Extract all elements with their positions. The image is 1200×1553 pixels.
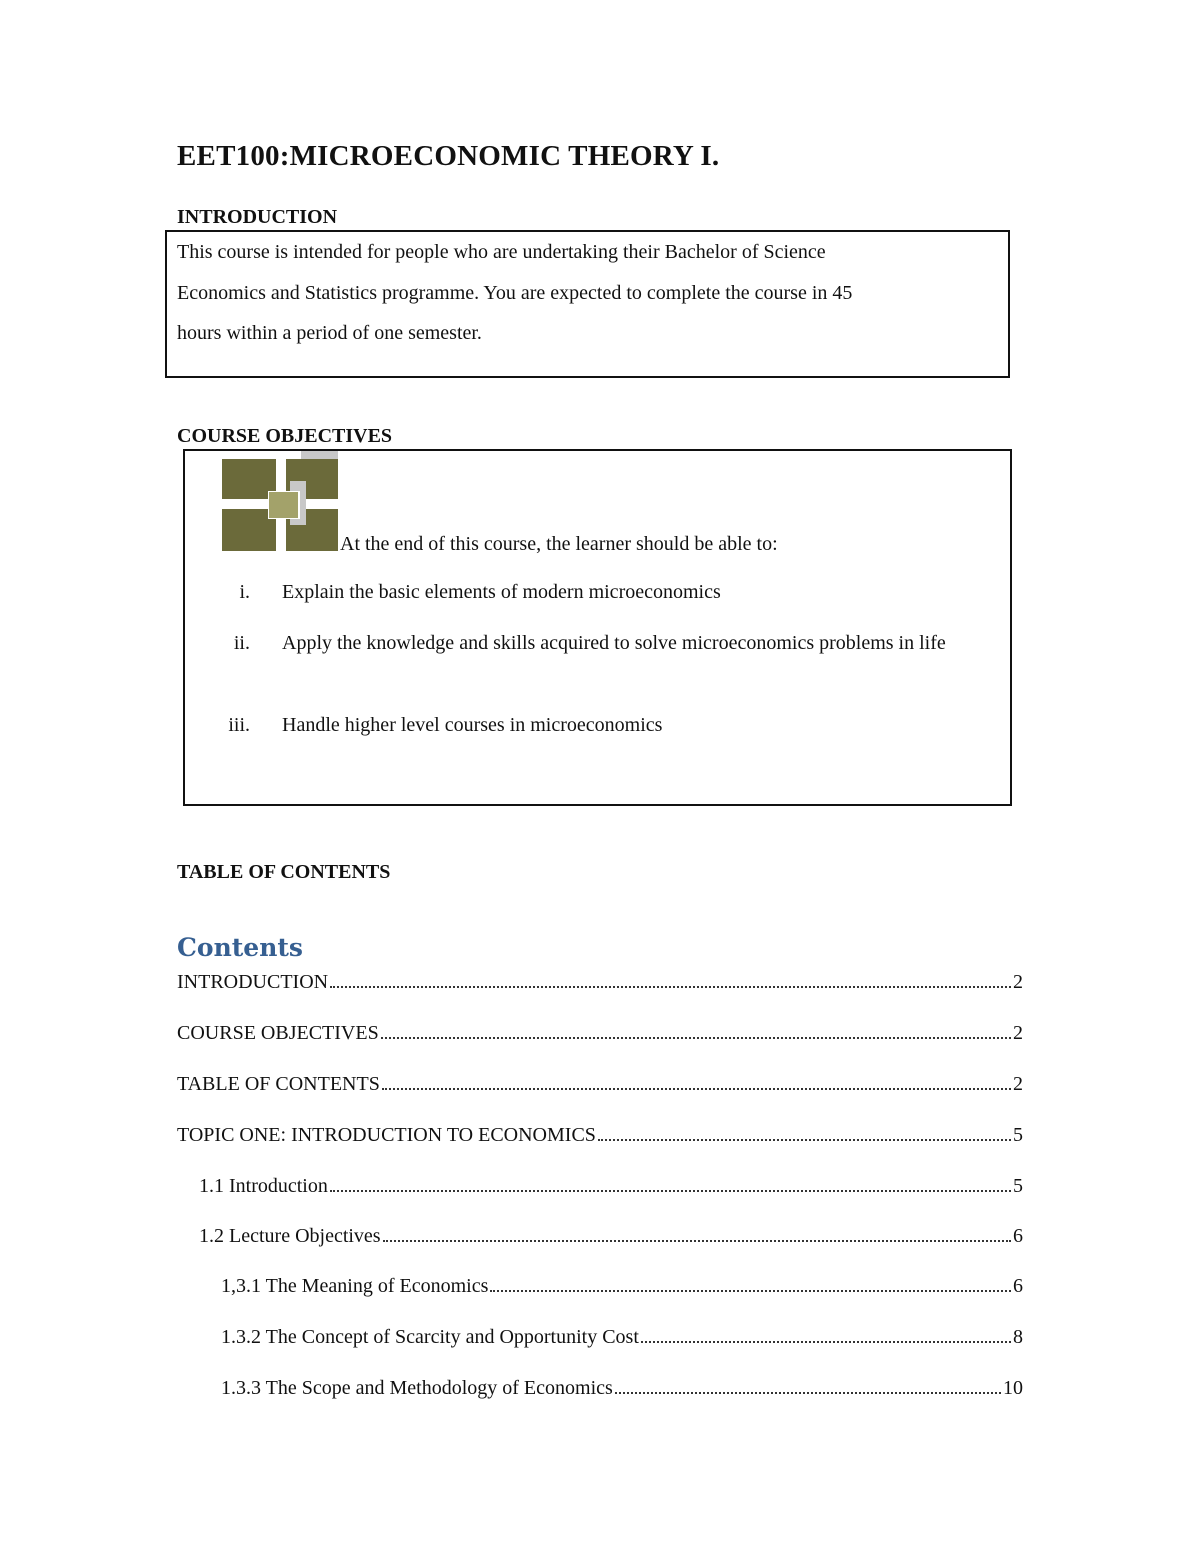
toc-entry-label: INTRODUCTION <box>177 971 329 993</box>
toc-entry[interactable] <box>221 1326 1023 1352</box>
objective-number: i. <box>239 581 250 603</box>
contents-title: Contents <box>177 933 304 962</box>
toc-leader <box>598 1139 1011 1141</box>
introduction-line: This course is intended for people who are undertaking their Bachelor of Science <box>177 241 826 263</box>
toc-page-number: 2 <box>1013 1022 1023 1044</box>
toc-entry[interactable] <box>221 1377 1023 1403</box>
toc-page-number: 5 <box>1013 1175 1023 1197</box>
introduction-line: hours within a period of one semester. <box>177 322 482 344</box>
introduction-text <box>177 232 987 354</box>
toc-leader <box>330 986 1011 988</box>
toc-page-number: 6 <box>1013 1225 1023 1247</box>
introduction-box <box>165 230 1010 378</box>
toc-entry-label: 1.3.2 The Concept of Scarcity and Opportunity Cost <box>221 1326 639 1348</box>
toc-page-number: 6 <box>1013 1275 1023 1297</box>
toc-leader <box>490 1290 1011 1292</box>
toc-page-number: 2 <box>1013 971 1023 993</box>
toc-entry-label: 1.3.3 The Scope and Methodology of Economics <box>221 1377 613 1399</box>
squares-logo-icon <box>222 451 340 553</box>
toc-entry-label: 1.1 Introduction <box>199 1175 328 1197</box>
toc-leader <box>381 1037 1011 1039</box>
toc-entry-label: 1,3.1 The Meaning of Economics <box>221 1275 489 1297</box>
objective-number: iii. <box>228 714 250 736</box>
toc-page-number: 5 <box>1013 1124 1023 1146</box>
objective-text: Explain the basic elements of modern microeconomics <box>282 581 721 603</box>
toc-entry-label: 1.2 Lecture Objectives <box>199 1225 381 1247</box>
objectives-intro: At the end of this course, the learner should be able to: <box>340 533 778 555</box>
toc-entry[interactable] <box>199 1225 1023 1251</box>
course-objectives-box <box>183 449 1012 806</box>
objective-number: ii. <box>233 632 250 654</box>
toc-leader <box>383 1240 1011 1242</box>
course-objectives-heading: COURSE OBJECTIVES <box>177 425 393 447</box>
introduction-line: Economics and Statistics programme. You are expected to complete the course in 45 <box>177 281 853 304</box>
toc-entry[interactable] <box>177 1073 1023 1099</box>
toc-leader <box>382 1088 1011 1090</box>
objective-text: Apply the knowledge and skills acquired to solve microeconomics problems in life <box>282 632 946 654</box>
toc-entry-label: TABLE OF CONTENTS <box>177 1073 380 1095</box>
toc-entry[interactable] <box>199 1175 1023 1201</box>
toc-entry-label: COURSE OBJECTIVES <box>177 1022 379 1044</box>
toc-leader <box>330 1190 1011 1192</box>
toc-entry-label: TOPIC ONE: INTRODUCTION TO ECONOMICS <box>177 1124 596 1146</box>
document-title: EET100:MICROECONOMIC THEORY I. <box>177 140 720 172</box>
toc-page-number: 10 <box>1003 1377 1023 1399</box>
toc-leader <box>615 1392 1001 1394</box>
toc-entry[interactable] <box>177 971 1023 997</box>
introduction-heading: INTRODUCTION <box>177 206 338 228</box>
toc-leader <box>641 1341 1011 1343</box>
toc-page-number: 8 <box>1013 1326 1023 1348</box>
toc-entry[interactable] <box>177 1124 1023 1150</box>
objective-text: Handle higher level courses in microeconomics <box>282 714 663 736</box>
table-of-contents-heading: TABLE OF CONTENTS <box>177 861 391 883</box>
toc-entry[interactable] <box>221 1275 1023 1301</box>
toc-entry[interactable] <box>177 1022 1023 1048</box>
toc-page-number: 2 <box>1013 1073 1023 1095</box>
